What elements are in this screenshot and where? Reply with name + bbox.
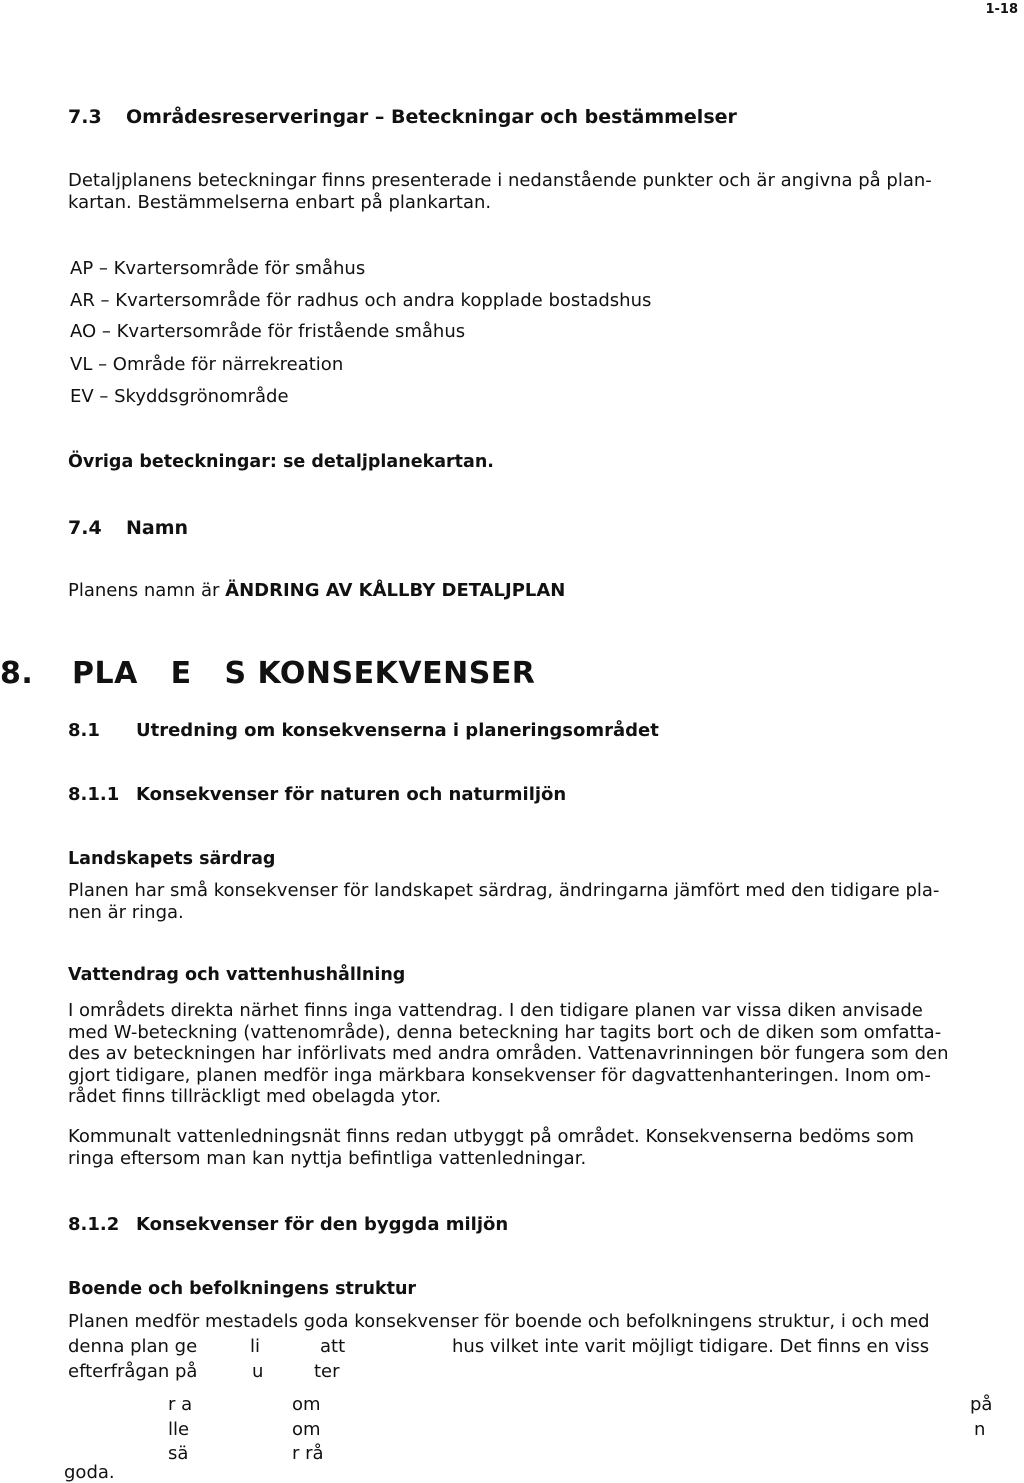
text-fragment: efterfrågan på	[68, 1361, 198, 1382]
intro-line: Detaljplanens beteckningar finns presenterade i nedanstående punkter och är angivna på plan-	[68, 170, 932, 191]
text-fragment: om	[292, 1419, 321, 1440]
text-fragment: sä	[168, 1443, 189, 1464]
section-number: 8.1.1	[68, 784, 120, 805]
text-fragment: u	[252, 1361, 264, 1382]
landscape-paragraph	[68, 880, 1008, 923]
designation-ar: AR – Kvartersområde för radhus och andra kopplade bostadshus	[70, 290, 652, 311]
text-fragment: li	[250, 1336, 261, 1357]
landscape-heading: Landskapets särdrag	[68, 849, 276, 869]
section-title: Utredning om konsekvenserna i planeringsområdet	[136, 720, 659, 741]
paragraph-line: Planen medför mestadels goda konsekvenser för boende och befolkningens struktur, i och med	[68, 1311, 930, 1332]
plan-name-line	[68, 580, 565, 602]
water-paragraph-1	[68, 1000, 1008, 1108]
page-number: 1-18	[985, 2, 1018, 17]
designation-ev: EV – Skyddsgrönområde	[70, 386, 289, 407]
housing-heading: Boende och befolkningens struktur	[68, 1279, 417, 1299]
section-title: PLA E S KONSEKVENSER	[72, 656, 536, 691]
text-fragment: n	[974, 1419, 986, 1440]
section-8-1-2-heading	[68, 1214, 508, 1235]
paragraph-line: Planen har små konsekvenser för landskapet särdrag, ändringarna jämfört med den tidigare pla-	[68, 880, 940, 901]
paragraph-line: nen är ringa.	[68, 901, 184, 923]
text-fragment: om	[292, 1394, 321, 1415]
section-title: Konsekvenser för naturen och naturmiljön	[136, 784, 567, 805]
paragraph-line: des av beteckningen har införlivats med andra områden. Vattenavrinningen bör fungera som den	[68, 1043, 949, 1064]
text-fragment: lle	[168, 1419, 190, 1440]
text-fragment: ter	[314, 1361, 340, 1382]
text-fragment: hus vilket inte varit möjligt tidigare. Det finns en viss	[452, 1336, 930, 1357]
section-8-heading	[0, 656, 535, 691]
text-fragment: att	[320, 1336, 346, 1357]
text-fragment: r rå	[292, 1443, 324, 1464]
other-designations-note: Övriga beteckningar: se detaljplanekartan.	[68, 452, 494, 472]
designation-ao: AO – Kvartersområde för fristående småhus	[70, 321, 466, 342]
section-7-4-heading	[68, 517, 188, 539]
section-title: Konsekvenser för den byggda miljön	[136, 1214, 509, 1235]
text-fragment: denna plan ge	[68, 1336, 198, 1357]
water-paragraph-2	[68, 1126, 1008, 1169]
intro-paragraph	[68, 170, 1008, 213]
section-title: Områdesreserveringar – Beteckningar och bestämmelser	[126, 106, 737, 128]
text-fragment: r a	[168, 1394, 193, 1415]
designation-vl: VL – Område för närrekreation	[70, 354, 344, 375]
section-number: 8.1	[68, 720, 100, 741]
intro-line: kartan. Bestämmelserna enbart på plankartan.	[68, 191, 492, 213]
section-title: Namn	[126, 517, 189, 539]
paragraph-line: Kommunalt vattenledningsnät finns redan utbyggt på området. Konsekvenserna bedöms som	[68, 1126, 915, 1147]
paragraph-line: goda.	[64, 1462, 115, 1483]
section-7-3-heading	[68, 106, 737, 128]
section-8-1-heading	[68, 720, 659, 741]
section-number: 8.1.2	[68, 1214, 120, 1235]
water-heading: Vattendrag och vattenhushållning	[68, 965, 406, 985]
paragraph-line: rådet finns tillräckligt med obelagda ytor.	[68, 1086, 442, 1107]
paragraph-line: med W-beteckning (vattenområde), denna beteckning har tagits bort och de diken som omfatta-	[68, 1021, 942, 1043]
section-number: 8.	[0, 656, 34, 691]
plan-name: ÄNDRING AV KÅLLBY DETALJPLAN	[225, 580, 566, 601]
section-number: 7.3	[68, 106, 102, 128]
section-number: 7.4	[68, 517, 102, 539]
section-8-1-1-heading	[68, 784, 566, 805]
designation-ap: AP – Kvartersområde för småhus	[70, 258, 366, 279]
paragraph-line: I områdets direkta närhet finns inga vattendrag. I den tidigare planen var vissa diken anvisade	[68, 1000, 923, 1021]
paragraph-line: gjort tidigare, planen medför inga märkbara konsekvenser för dagvattenhanteringen. Inom om-	[68, 1064, 931, 1086]
paragraph-line: ringa eftersom man kan nyttja befintliga vattenledningar.	[68, 1147, 587, 1169]
plan-name-prefix: Planens namn är	[68, 580, 226, 601]
text-fragment: på	[970, 1394, 993, 1415]
